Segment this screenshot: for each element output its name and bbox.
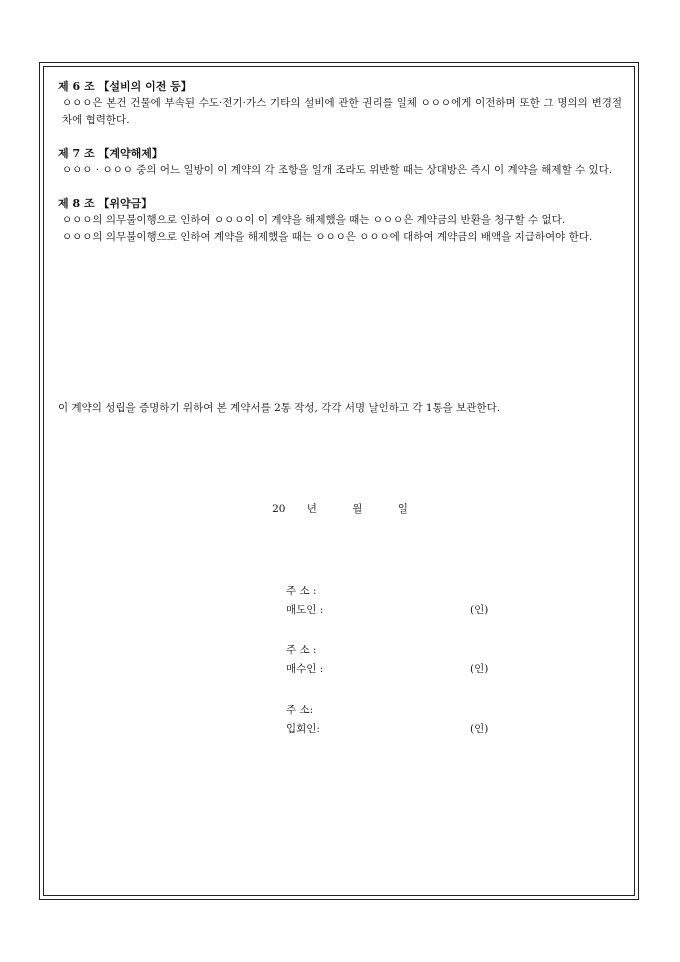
signatory-buyer bbox=[286, 641, 526, 679]
witness-label: 입회인: bbox=[286, 723, 320, 735]
buyer-label: 매수인 : bbox=[286, 663, 324, 675]
seal-mark: (인) bbox=[470, 663, 489, 675]
article-8 bbox=[58, 195, 622, 246]
closing-text: 이 계약의 성립을 증명하기 위하여 본 계약서를 2통 작성, 각각 서명 날인하고 각 1통을 보관한다. bbox=[58, 402, 501, 414]
date-year-unit: 년 bbox=[306, 503, 317, 515]
closing-statement bbox=[58, 400, 622, 417]
article-paragraph: ㅇㅇㅇ · ㅇㅇㅇ 중의 어느 일방이 이 계약의 각 조항을 일개 조라도 위반할 때는 상대방은 즉시 이 계약을 해제할 수 있다. bbox=[62, 164, 613, 176]
seller-label: 매도인 : bbox=[286, 604, 324, 616]
address-label: 주 소 : bbox=[286, 585, 317, 597]
address-label: 주 소: bbox=[286, 704, 314, 716]
address-label: 주 소 : bbox=[286, 644, 317, 656]
signatory-witness bbox=[286, 701, 526, 739]
seal-mark: (인) bbox=[470, 723, 489, 735]
date-year-prefix: 20 bbox=[272, 503, 286, 515]
date-month-unit: 월 bbox=[352, 503, 363, 515]
contract-articles bbox=[58, 78, 622, 262]
signatory-seller bbox=[286, 582, 526, 620]
article-paragraph: ㅇㅇㅇ의 의무불이행으로 인하여 계약을 해제했을 때는 ㅇㅇㅇ은 ㅇㅇㅇ에 대하여 계약금의 배액을 지급하여야 한다. bbox=[62, 231, 593, 243]
article-paragraph: ㅇㅇㅇ은 본건 건물에 부속된 수도·전기·가스 기타의 설비에 관한 권리를 일체 ㅇㅇㅇ에게 이전하며 또한 그 명의의 변경절차에 협력한다. bbox=[62, 97, 622, 126]
contract-date bbox=[0, 501, 680, 516]
article-6 bbox=[58, 78, 622, 129]
article-paragraph: ㅇㅇㅇ의 의무불이행으로 인하여 ㅇㅇㅇ이 이 계약을 해제했을 때는 ㅇㅇㅇ은 계약금의 반환을 청구할 수 없다. bbox=[62, 214, 566, 226]
article-title: 제 8 조 【위약금】 bbox=[58, 197, 153, 210]
date-day-unit: 일 bbox=[397, 503, 408, 515]
article-title: 제 6 조 【설비의 이전 등】 bbox=[58, 80, 192, 93]
seal-mark: (인) bbox=[470, 604, 489, 616]
article-title: 제 7 조 【계약해제】 bbox=[58, 147, 163, 160]
article-7 bbox=[58, 145, 622, 179]
